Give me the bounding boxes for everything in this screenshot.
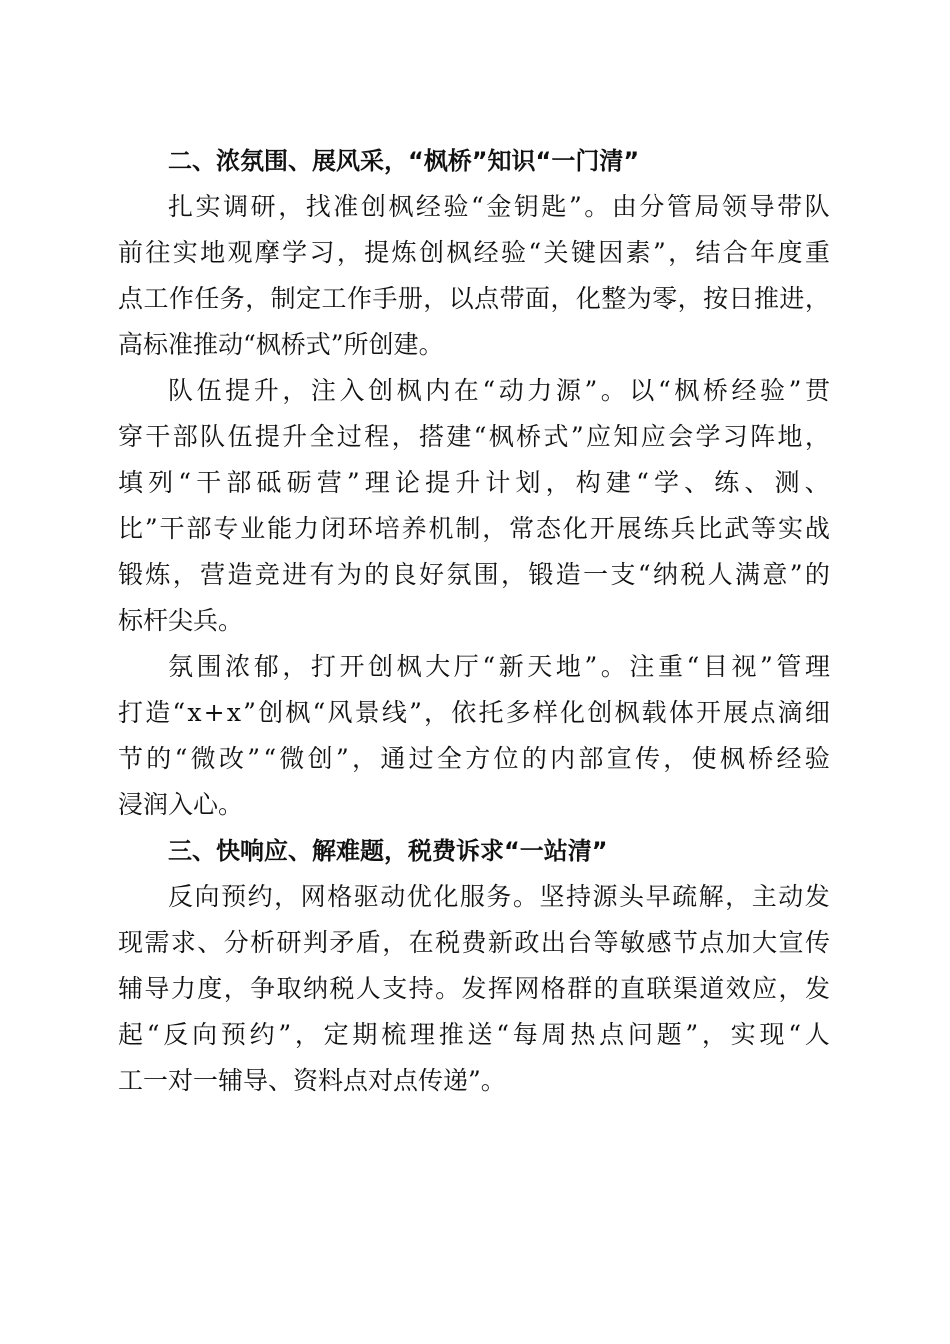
text-line: 高标准推动“枫桥式”所创建。 bbox=[118, 330, 444, 359]
text-line: 前 往 实 地 观 摩 学 习 ， 提 炼 创 枫 经 验 “ 关 键 因 素 ” ， 结 合 年 度 重 bbox=[118, 238, 830, 267]
text-line: 扎 实 调 研 ， 找 准 创 枫 经 验 “ 金 钥 匙 ” 。 由 分 管 局 领 导 带 队 bbox=[168, 192, 830, 221]
text-line: 现 需 求 、 分 析 研 判 矛 盾 ， 在 税 费 新 政 出 台 等 敏 感 节 点 加 大 宣 传 bbox=[118, 928, 830, 957]
text-line: 节 的 “ 微 改 ” “ 微 创 ” ， 通 过 全 方 位 的 内 部 宣 传 ， 使 枫 桥 经 验 bbox=[118, 744, 830, 773]
paragraph bbox=[118, 368, 830, 644]
text-line: 起 “ 反 向 预 约 ” ， 定 期 梳 理 推 送 “ 每 周 热 点 问 题 ” ， 实 现 “ 人 bbox=[118, 1020, 830, 1049]
text-line: 浸润入心。 bbox=[118, 790, 244, 819]
text-line: 穿 干 部 队 伍 提 升 全 过 程 ， 搭 建 “ 枫 桥 式 ” 应 知 应 会 学 习 阵 地 ， bbox=[118, 422, 830, 451]
text-line: 反 向 预 约 ， 网 格 驱 动 优 化 服 务 。 坚 持 源 头 早 疏 解 ， 主 动 发 bbox=[168, 882, 830, 911]
text-line: 标杆尖兵。 bbox=[118, 606, 244, 635]
text-line: 队 伍 提 升 ， 注 入 创 枫 内 在 “ 动 力 源 ” 。 以 “ 枫 桥 经 验 ” 贯 bbox=[168, 376, 830, 405]
paragraph bbox=[118, 874, 830, 1104]
text-line: 工一对一辅导、资料点对点传递”。 bbox=[118, 1066, 506, 1095]
text-line: 打 造 “ x + x ” 创 枫 “ 风 景 线 ” ， 依 托 多 样 化 创 枫 载 体 开 展 点 滴 细 bbox=[118, 698, 830, 727]
paragraph bbox=[118, 644, 830, 828]
section-heading: 二、浓氛围、展风采，“枫桥”知识“一门清” bbox=[168, 147, 640, 175]
text-line: 填 列 “ 干 部 砥 砺 营 ” 理 论 提 升 计 划 ， 构 建 “ 学 、 练 、 测 、 bbox=[118, 468, 830, 497]
text-line: 点 工 作 任 务 ， 制 定 工 作 手 册 ， 以 点 带 面 ， 化 整 为 零 ， 按 日 推 进 ， bbox=[118, 284, 830, 313]
section-heading: 三、快响应、解难题，税费诉求“一站清” bbox=[168, 837, 608, 865]
paragraph bbox=[118, 184, 830, 368]
text-line: 辅 导 力 度 ， 争 取 纳 税 人 支 持 。 发 挥 网 格 群 的 直 联 渠 道 效 应 ， 发 bbox=[118, 974, 830, 1003]
text-line: 比 ” 干 部 专 业 能 力 闭 环 培 养 机 制 ， 常 态 化 开 展 练 兵 比 武 等 实 战 bbox=[118, 514, 830, 543]
text-line: 锻 炼 ， 营 造 竞 进 有 为 的 良 好 氛 围 ， 锻 造 一 支 “ 纳 税 人 满 意 ” 的 bbox=[118, 560, 830, 589]
document-body bbox=[118, 138, 830, 1104]
text-line: 氛 围 浓 郁 ， 打 开 创 枫 大 厅 “ 新 天 地 ” 。 注 重 “ 目 视 ” 管 理 bbox=[168, 652, 830, 681]
